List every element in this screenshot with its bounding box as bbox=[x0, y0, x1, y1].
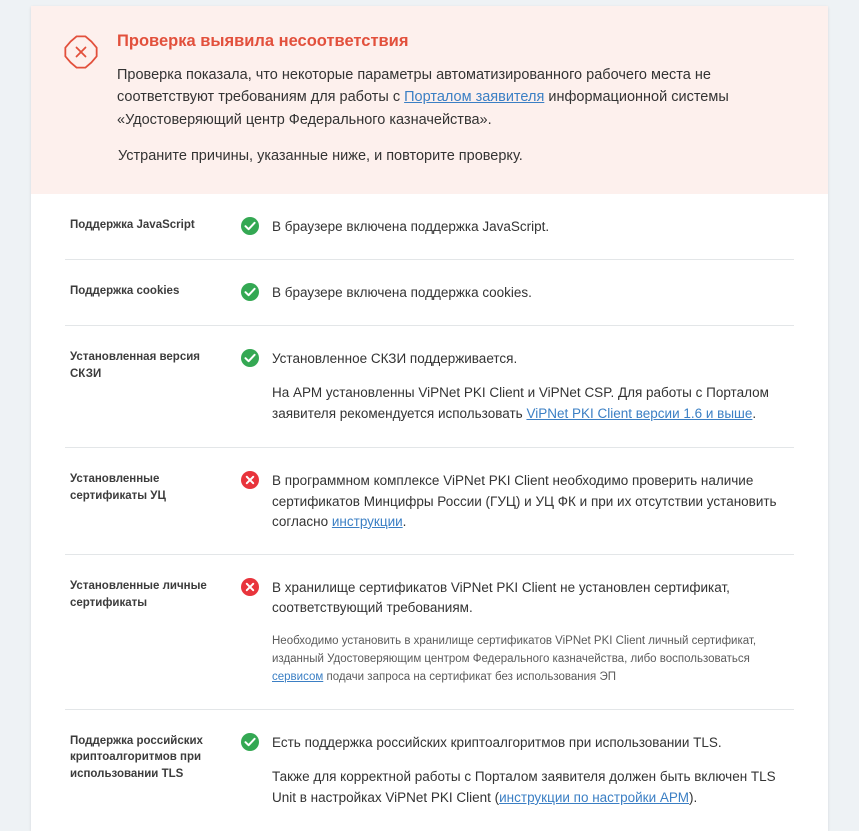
check-content bbox=[272, 348, 794, 425]
check-sub-text-before: На АРМ установленны ViPNet PKI Client и ViPNet CSP. Для работы с Порталом заявителя рекомендуется использовать bbox=[272, 385, 769, 422]
check-label: Поддержка JavaScript bbox=[70, 218, 195, 231]
check-content bbox=[272, 732, 794, 809]
check-content bbox=[272, 470, 794, 532]
check-sub-text bbox=[272, 632, 794, 687]
portal-zayavitelya-link[interactable]: Порталом заявителя bbox=[404, 89, 545, 106]
check-row-cookies bbox=[65, 260, 794, 326]
check-circle-icon bbox=[240, 282, 260, 302]
check-results-page bbox=[31, 6, 828, 831]
check-circle-icon bbox=[240, 216, 260, 236]
checks-list bbox=[31, 194, 828, 831]
check-main-text-before: В программном комплексе ViPNet PKI Client необходимо проверить наличие сертификатов Минцифры России (ГУЦ) и УЦ ФК и при их отсутствии установить согласно bbox=[272, 473, 777, 529]
check-circle-icon bbox=[240, 348, 260, 368]
check-sub-text bbox=[272, 383, 794, 425]
check-label: Установленные сертификаты УЦ bbox=[70, 473, 166, 502]
check-sub-text-after: ). bbox=[688, 789, 698, 805]
check-row-javascript bbox=[65, 194, 794, 260]
check-sub-text bbox=[272, 767, 794, 809]
check-main-text: В браузере включена поддержка cookies. bbox=[272, 284, 532, 300]
check-circle-icon bbox=[240, 732, 260, 752]
check-row-ca-certificates bbox=[65, 448, 794, 555]
check-main-text: Есть поддержка российских криптоалгоритмов при использовании TLS. bbox=[272, 734, 722, 750]
check-main-text-after: . bbox=[402, 513, 407, 529]
service-request-link[interactable]: сервисом bbox=[272, 671, 324, 684]
check-row-skzi-version bbox=[65, 326, 794, 448]
vipnet-pki-client-version-link[interactable]: ViPNet PKI Client версии 1.6 и выше bbox=[526, 406, 753, 422]
check-content bbox=[272, 216, 794, 237]
check-main-text bbox=[272, 471, 794, 532]
check-label: Установленные личные сертификаты bbox=[70, 580, 207, 609]
alert-banner bbox=[31, 6, 828, 194]
check-sub-text-after: подачи запроса на сертификат без использования ЭП bbox=[323, 671, 616, 684]
check-sub-text-after: . bbox=[752, 406, 757, 422]
check-main-text: В хранилище сертификатов ViPNet PKI Client не установлен сертификат, соответствующий требованиям. bbox=[272, 580, 730, 616]
alert-paragraph-1 bbox=[117, 64, 794, 131]
alert-body bbox=[117, 32, 794, 168]
check-sub-text-before: Необходимо установить в хранилище сертификатов ViPNet PKI Client личный сертификат, изданный Удостоверяющим центром Федерального казначейства, либо воспользоваться bbox=[272, 634, 757, 665]
check-content bbox=[272, 282, 794, 303]
alert-paragraph-1-text-before: Проверка показала, что некоторые параметры автоматизированного рабочего места не соответствуют требованиям для работы с bbox=[117, 66, 711, 106]
cross-circle-icon bbox=[240, 470, 260, 490]
alert-paragraph-2: Устраните причины, указанные ниже, и повторите проверку. bbox=[118, 148, 523, 165]
error-octagon-icon bbox=[63, 34, 99, 70]
check-label: Установленная версия СКЗИ bbox=[70, 351, 200, 380]
check-label: Поддержка cookies bbox=[70, 284, 180, 297]
arm-setup-instructions-link[interactable]: инструкции по настройки АРМ bbox=[499, 789, 689, 805]
check-main-text: В браузере включена поддержка JavaScript. bbox=[272, 218, 550, 234]
check-main-text: Установленное СКЗИ поддерживается. bbox=[272, 351, 518, 367]
check-label: Поддержка российских криптоалгоритмов при использовании TLS bbox=[70, 734, 203, 781]
cross-circle-icon bbox=[240, 577, 260, 597]
check-row-tls-cryptoalgorithms bbox=[65, 710, 794, 831]
alert-title: Проверка выявила несоответствия bbox=[117, 32, 409, 50]
check-row-personal-certificates bbox=[65, 555, 794, 710]
check-sub-text-before: Также для корректной работы с Порталом заявителя должен быть включен TLS Unit в настройках ViPNet PKI Client ( bbox=[272, 768, 776, 805]
check-content bbox=[272, 577, 794, 687]
alert-paragraph-1-text-after: информационной системы «Удостоверяющий центр Федерального казначейства». bbox=[117, 89, 729, 128]
instruction-link[interactable]: инструкции bbox=[331, 513, 403, 529]
